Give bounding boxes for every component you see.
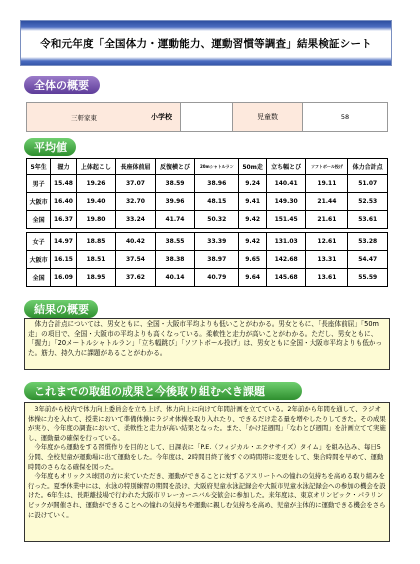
school-name: 三軒家東 — [71, 113, 97, 122]
cell-long-jump: 142.68 — [266, 251, 306, 269]
cell-50m: 9.24 — [239, 175, 267, 193]
table-header-row — [27, 159, 388, 175]
col-header-grade: 5年生 — [27, 159, 51, 175]
cell-flexibility: 37.62 — [116, 269, 156, 287]
table-row — [27, 193, 388, 211]
cell-shuttle-run: 33.39 — [195, 233, 239, 251]
summary-text: 体力合計点については、男女ともに、全国・大阪市平均よりも低いことがわかる。男女ともに、「長座体前屈」「50m走」の項目で、全国・大阪市の平均よりも高くなっている。柔軟性と走力が高いことがわかる。ただし、男女ともに、「握力」「20メートルシャトルラン」「立ち幅跳び」「ソフトボール投げ」は、男女ともに全国・大阪市平均よりも低かった。筋力、持久力に課題があることがわかる。 — [28, 320, 383, 357]
cell-shuttle-run: 50.32 — [195, 211, 239, 229]
cell-shuttle-run: 48.15 — [195, 193, 239, 211]
cell-side-step: 38.38 — [155, 251, 195, 269]
col-header-long-jump: 立ち幅とび — [266, 159, 306, 175]
section-header-overview: 全体の概要 — [24, 76, 100, 94]
cell-long-jump: 151.45 — [266, 211, 306, 229]
cell-shuttle-run: 38.97 — [195, 251, 239, 269]
results-table — [26, 158, 388, 287]
cell-grip: 14.97 — [51, 233, 76, 251]
col-header-shuttle-run: 20mシャトルラン — [195, 159, 239, 175]
cell-total: 54.47 — [348, 251, 388, 269]
cell-shuttle-run: 40.79 — [195, 269, 239, 287]
section-header-summary: 結果の概要 — [24, 300, 98, 318]
table-row — [27, 269, 388, 287]
cell-flexibility: 37.54 — [116, 251, 156, 269]
table-row — [27, 211, 388, 229]
cell-shuttle-run: 38.96 — [195, 175, 239, 193]
cell-grip: 16.09 — [51, 269, 76, 287]
cell-total: 52.53 — [348, 193, 388, 211]
cell-50m: 9.64 — [239, 269, 267, 287]
cell-side-step: 41.74 — [155, 211, 195, 229]
cell-softball: 13.31 — [306, 251, 348, 269]
efforts-box — [24, 402, 390, 542]
cell-softball: 21.61 — [306, 211, 348, 229]
cell-flexibility: 40.42 — [116, 233, 156, 251]
cell-side-step: 38.55 — [155, 233, 195, 251]
cell-softball: 13.61 — [306, 269, 348, 287]
cell-grip: 16.37 — [51, 211, 76, 229]
cell-grip: 16.15 — [51, 251, 76, 269]
cell-row-label: 男子 — [27, 175, 51, 193]
title-bar — [20, 20, 392, 66]
cell-long-jump: 145.68 — [266, 269, 306, 287]
school-info — [27, 103, 181, 131]
cell-long-jump: 140.41 — [266, 175, 306, 193]
cell-grip: 15.48 — [51, 175, 76, 193]
cell-situps: 19.26 — [76, 175, 116, 193]
overview-spacer — [181, 103, 233, 131]
col-header-total: 体力合計点 — [348, 159, 388, 175]
cell-long-jump: 149.30 — [266, 193, 306, 211]
cell-flexibility: 33.24 — [116, 211, 156, 229]
cell-situps: 18.51 — [76, 251, 116, 269]
cell-situps: 18.95 — [76, 269, 116, 287]
cell-50m: 9.65 — [239, 251, 267, 269]
cell-situps: 19.40 — [76, 193, 116, 211]
cell-situps: 18.85 — [76, 233, 116, 251]
efforts-paragraph: 今年度から運動をする習慣作りを目的として、日課表に「P.E.（フィジカル・エクササイズ）タイム」を組み込み、毎日5分間、全校児童が運動場に出て運動をした。今年度は、2時間目終了後すぐの時間帯に変更をして、集合時間を早めて、運動時間のさらなる確保を図った。 — [28, 443, 384, 471]
cell-row-label: 大阪市 — [27, 251, 51, 269]
cell-row-label: 女子 — [27, 233, 51, 251]
summary-box — [24, 318, 390, 370]
section-header-averages: 平均値 — [24, 138, 76, 156]
col-header-flexibility: 長座体前屈 — [116, 159, 156, 175]
cell-situps: 19.80 — [76, 211, 116, 229]
student-count-label: 児童数 — [233, 103, 303, 131]
cell-softball: 12.61 — [306, 233, 348, 251]
cell-side-step: 40.14 — [155, 269, 195, 287]
table-row — [27, 251, 388, 269]
col-header-side-step: 反復横とび — [155, 159, 195, 175]
cell-long-jump: 131.03 — [266, 233, 306, 251]
col-header-50m: 50m走 — [239, 159, 267, 175]
cell-50m: 9.42 — [239, 211, 267, 229]
cell-side-step: 38.59 — [155, 175, 195, 193]
cell-flexibility: 37.07 — [116, 175, 156, 193]
cell-row-label: 全国 — [27, 211, 51, 229]
cell-total: 53.61 — [348, 211, 388, 229]
student-count-value: 58 — [340, 113, 350, 121]
efforts-paragraph: 3年前から校内で体力向上委員会を立ち上げ、体力向上に向けて年間計画を立てている。2年前から年間を通して、ラジオ体操に力を入れて、授業において準備体操にラジオ体操を取り入れたり、できるだけ走る量を増やしたりしてきた。その成果が実り、今年度の調査において、柔軟性と走力が高い結果となった。また、「かけ足週間」「なわとび週間」を計画立てて実施し、運動量の確保を行っている。 — [28, 405, 386, 442]
cell-50m: 9.41 — [239, 193, 267, 211]
col-header-softball: ソフトボール投げ — [306, 159, 348, 175]
section-header-efforts: これまでの取組の成果と今後取り組むべき課題 — [24, 382, 302, 400]
table-row — [27, 175, 388, 193]
cell-grip: 16.40 — [51, 193, 76, 211]
overview-row — [26, 102, 388, 132]
cell-softball: 21.44 — [306, 193, 348, 211]
col-header-situps: 上体起こし — [76, 159, 116, 175]
page-title: 令和元年度「全国体力・運動能力、運動習慣等調査」結果検証シート — [40, 37, 372, 50]
col-header-grip: 握力 — [51, 159, 76, 175]
cell-total: 53.28 — [348, 233, 388, 251]
cell-total: 51.07 — [348, 175, 388, 193]
table-row — [27, 233, 388, 251]
efforts-paragraph: 今年度もオリックス球団の方に来ていただき、運動ができることに対するアスリートへの憧れの気持ちを高める取り組みを行った。夏季休業中には、水泳の特別練習の期間を設け、大阪府児童水泳記録会や大阪市児童水泳記録会への参加の機会を設けた。6年生は、長距離技場で行われた大阪市リレーカーニバル交歓会に参加した。来年度は、東京オリンピック・パラリンピックが開催され、運動ができることへの憧れの気持ちや運動に親しむ気持ちを高め、児童が主体的に運動できる機会をさらに設けていく。 — [28, 472, 386, 519]
cell-side-step: 39.96 — [155, 193, 195, 211]
cell-row-label: 全国 — [27, 269, 51, 287]
school-type: 小学校 — [151, 113, 172, 121]
cell-total: 55.59 — [348, 269, 388, 287]
cell-50m: 9.42 — [239, 233, 267, 251]
cell-softball: 19.11 — [306, 175, 348, 193]
cell-flexibility: 32.70 — [116, 193, 156, 211]
cell-row-label: 大阪市 — [27, 193, 51, 211]
